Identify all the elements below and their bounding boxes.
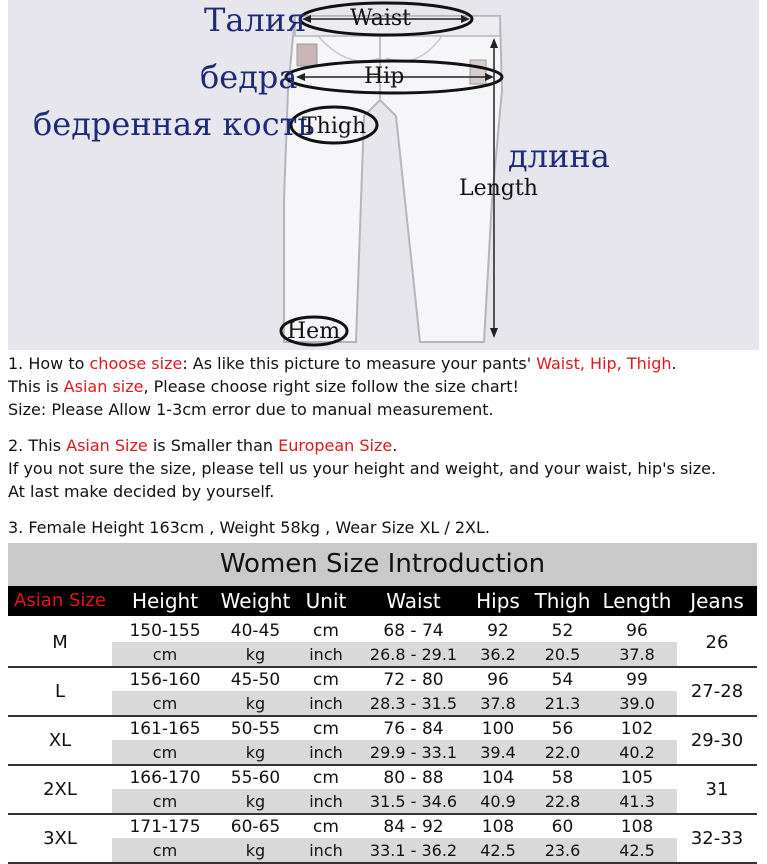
thigh-cell: 22.0	[544, 742, 581, 762]
weight-cell: kg	[245, 644, 266, 664]
hips-cell: 92	[487, 620, 509, 641]
header-waist: Waist	[386, 589, 441, 613]
weight-cell: kg	[245, 742, 266, 762]
hips-cell: 104	[481, 767, 515, 788]
header-unit: Unit	[305, 589, 347, 613]
weight-cell: 55-60	[230, 767, 281, 788]
metric-row	[112, 717, 677, 740]
length-cell: 37.8	[619, 644, 655, 664]
hips-cell: 100	[481, 718, 515, 739]
pocket-patch	[297, 44, 317, 66]
height-cell: 171-175	[129, 816, 201, 837]
jeans-cell: 27-28	[690, 681, 744, 702]
unit-cell: cm	[313, 620, 339, 641]
waist-ru-label: Талия	[204, 1, 307, 39]
waist-cell: 72 - 80	[383, 669, 444, 690]
note-line-2: This is Asian size, Please choose right size follow the size chart!	[8, 377, 519, 396]
waist-cell: 28.3 - 31.5	[369, 693, 458, 713]
table-title: Women Size Introduction	[8, 543, 757, 586]
waist-cell: 68 - 74	[383, 620, 444, 641]
header-asian-size: Asian Size	[14, 590, 106, 611]
thigh-cell: 22.8	[544, 791, 581, 811]
pants-illustration	[8, 0, 759, 350]
weight-cell: kg	[245, 693, 266, 713]
height-cell: 166-170	[129, 767, 201, 788]
length-cell: 39.0	[619, 693, 655, 713]
header-height: Height	[131, 589, 199, 613]
size-cell: 2XL	[43, 779, 77, 800]
hip-en-label: Hip	[364, 64, 405, 89]
waist-cell: 26.8 - 29.1	[369, 644, 458, 664]
height-cell: 150-155	[129, 620, 201, 641]
thigh-cell: 58	[551, 767, 574, 788]
jeans-cell: 32-33	[690, 828, 744, 849]
unit-cell: cm	[313, 816, 339, 837]
thigh-cell: 56	[551, 718, 574, 739]
weight-cell: 40-45	[230, 620, 281, 641]
imperial-row	[112, 691, 677, 715]
note-line-4: 2. This Asian Size is Smaller than European Size.	[8, 436, 398, 455]
pants-measurement-diagram	[8, 0, 759, 350]
height-cell: cm	[152, 840, 178, 860]
weight-cell: kg	[245, 840, 266, 860]
unit-cell: inch	[309, 693, 343, 713]
imperial-row	[112, 789, 677, 813]
table-header	[8, 586, 757, 616]
size-cell: M	[52, 632, 68, 653]
header-jeans: Jeans	[690, 589, 744, 613]
table-row	[8, 815, 757, 864]
length-cell: 99	[626, 669, 648, 690]
hips-cell: 37.8	[480, 693, 516, 713]
header-weight: Weight	[220, 589, 291, 613]
hips-cell: 40.9	[480, 791, 516, 811]
unit-cell: inch	[309, 742, 343, 762]
table-row	[8, 717, 757, 766]
metric-row	[112, 668, 677, 691]
length-cell: 105	[620, 767, 654, 788]
note-line-7: 3. Female Height 163cm , Weight 58kg , Wear Size XL / 2XL.	[8, 518, 491, 537]
unit-cell: inch	[309, 791, 343, 811]
height-cell: cm	[152, 742, 178, 762]
thigh-ru-label: бедренная кость	[33, 105, 315, 143]
note-line-5: If you not sure the size, please tell us your height and weight, and your waist, hip's size.	[8, 459, 717, 478]
table-row	[8, 668, 757, 717]
thigh-en-label: Thigh	[302, 114, 367, 139]
height-cell: cm	[152, 644, 178, 664]
unit-cell: inch	[309, 644, 343, 664]
length-cell: 41.3	[619, 791, 655, 811]
height-cell: cm	[152, 693, 178, 713]
header-hips: Hips	[476, 589, 520, 613]
height-cell: cm	[152, 791, 178, 811]
jeans-cell: 31	[705, 779, 729, 800]
thigh-cell: 54	[551, 669, 574, 690]
hips-cell: 36.2	[480, 644, 516, 664]
unit-cell: cm	[313, 718, 339, 739]
length-cell: 108	[620, 816, 654, 837]
metric-row	[112, 766, 677, 789]
unit-cell: cm	[313, 669, 339, 690]
waist-cell: 29.9 - 33.1	[369, 742, 458, 762]
height-cell: 161-165	[129, 718, 201, 739]
waist-en-label: Waist	[350, 6, 411, 31]
header-thigh: Thigh	[534, 589, 591, 613]
waist-cell: 80 - 88	[383, 767, 444, 788]
hem-en-label: Hem	[287, 319, 341, 344]
size-cell: 3XL	[43, 828, 77, 849]
hips-cell: 39.4	[480, 742, 516, 762]
note-line-3: Size: Please Allow 1-3cm error due to manual measurement.	[8, 400, 494, 419]
table-row	[8, 766, 757, 815]
waist-cell: 84 - 92	[383, 816, 444, 837]
weight-cell: 50-55	[230, 718, 281, 739]
hips-cell: 108	[481, 816, 515, 837]
note-line-6: At last make decided by yourself.	[8, 482, 275, 501]
jeans-cell: 29-30	[690, 730, 744, 751]
imperial-row	[112, 740, 677, 764]
size-notes	[8, 352, 763, 539]
size-cell: XL	[48, 730, 72, 751]
length-en-label: Length	[459, 176, 538, 201]
note-line-1: 1. How to choose size: As like this picture to measure your pants' Waist, Hip, Thigh.	[8, 354, 677, 373]
imperial-row	[112, 838, 677, 862]
metric-row	[112, 619, 677, 642]
waist-cell: 31.5 - 34.6	[369, 791, 458, 811]
size-cell: L	[54, 681, 66, 702]
height-cell: 156-160	[129, 669, 201, 690]
waist-cell: 76 - 84	[383, 718, 444, 739]
weight-cell: 45-50	[230, 669, 281, 690]
hips-cell: 42.5	[480, 840, 516, 860]
size-table	[8, 543, 757, 864]
header-length: Length	[602, 589, 672, 613]
length-cell: 102	[620, 718, 654, 739]
length-ru-label: длина	[508, 137, 610, 175]
table-row	[8, 619, 757, 668]
hips-cell: 96	[487, 669, 509, 690]
weight-cell: 60-65	[230, 816, 281, 837]
unit-cell: cm	[313, 767, 339, 788]
length-cell: 42.5	[619, 840, 655, 860]
thigh-cell: 23.6	[544, 840, 581, 860]
table-body	[8, 619, 757, 864]
waist-cell: 33.1 - 36.2	[369, 840, 458, 860]
thigh-cell: 60	[551, 816, 574, 837]
thigh-cell: 21.3	[544, 693, 581, 713]
thigh-cell: 20.5	[544, 644, 581, 664]
imperial-row	[112, 642, 677, 666]
jeans-cell: 26	[705, 632, 729, 653]
thigh-cell: 52	[551, 620, 574, 641]
weight-cell: kg	[245, 791, 266, 811]
hip-ru-label: бедра	[200, 58, 298, 96]
unit-cell: inch	[309, 840, 343, 860]
length-cell: 96	[626, 620, 648, 641]
length-cell: 40.2	[619, 742, 655, 762]
metric-row	[112, 815, 677, 838]
